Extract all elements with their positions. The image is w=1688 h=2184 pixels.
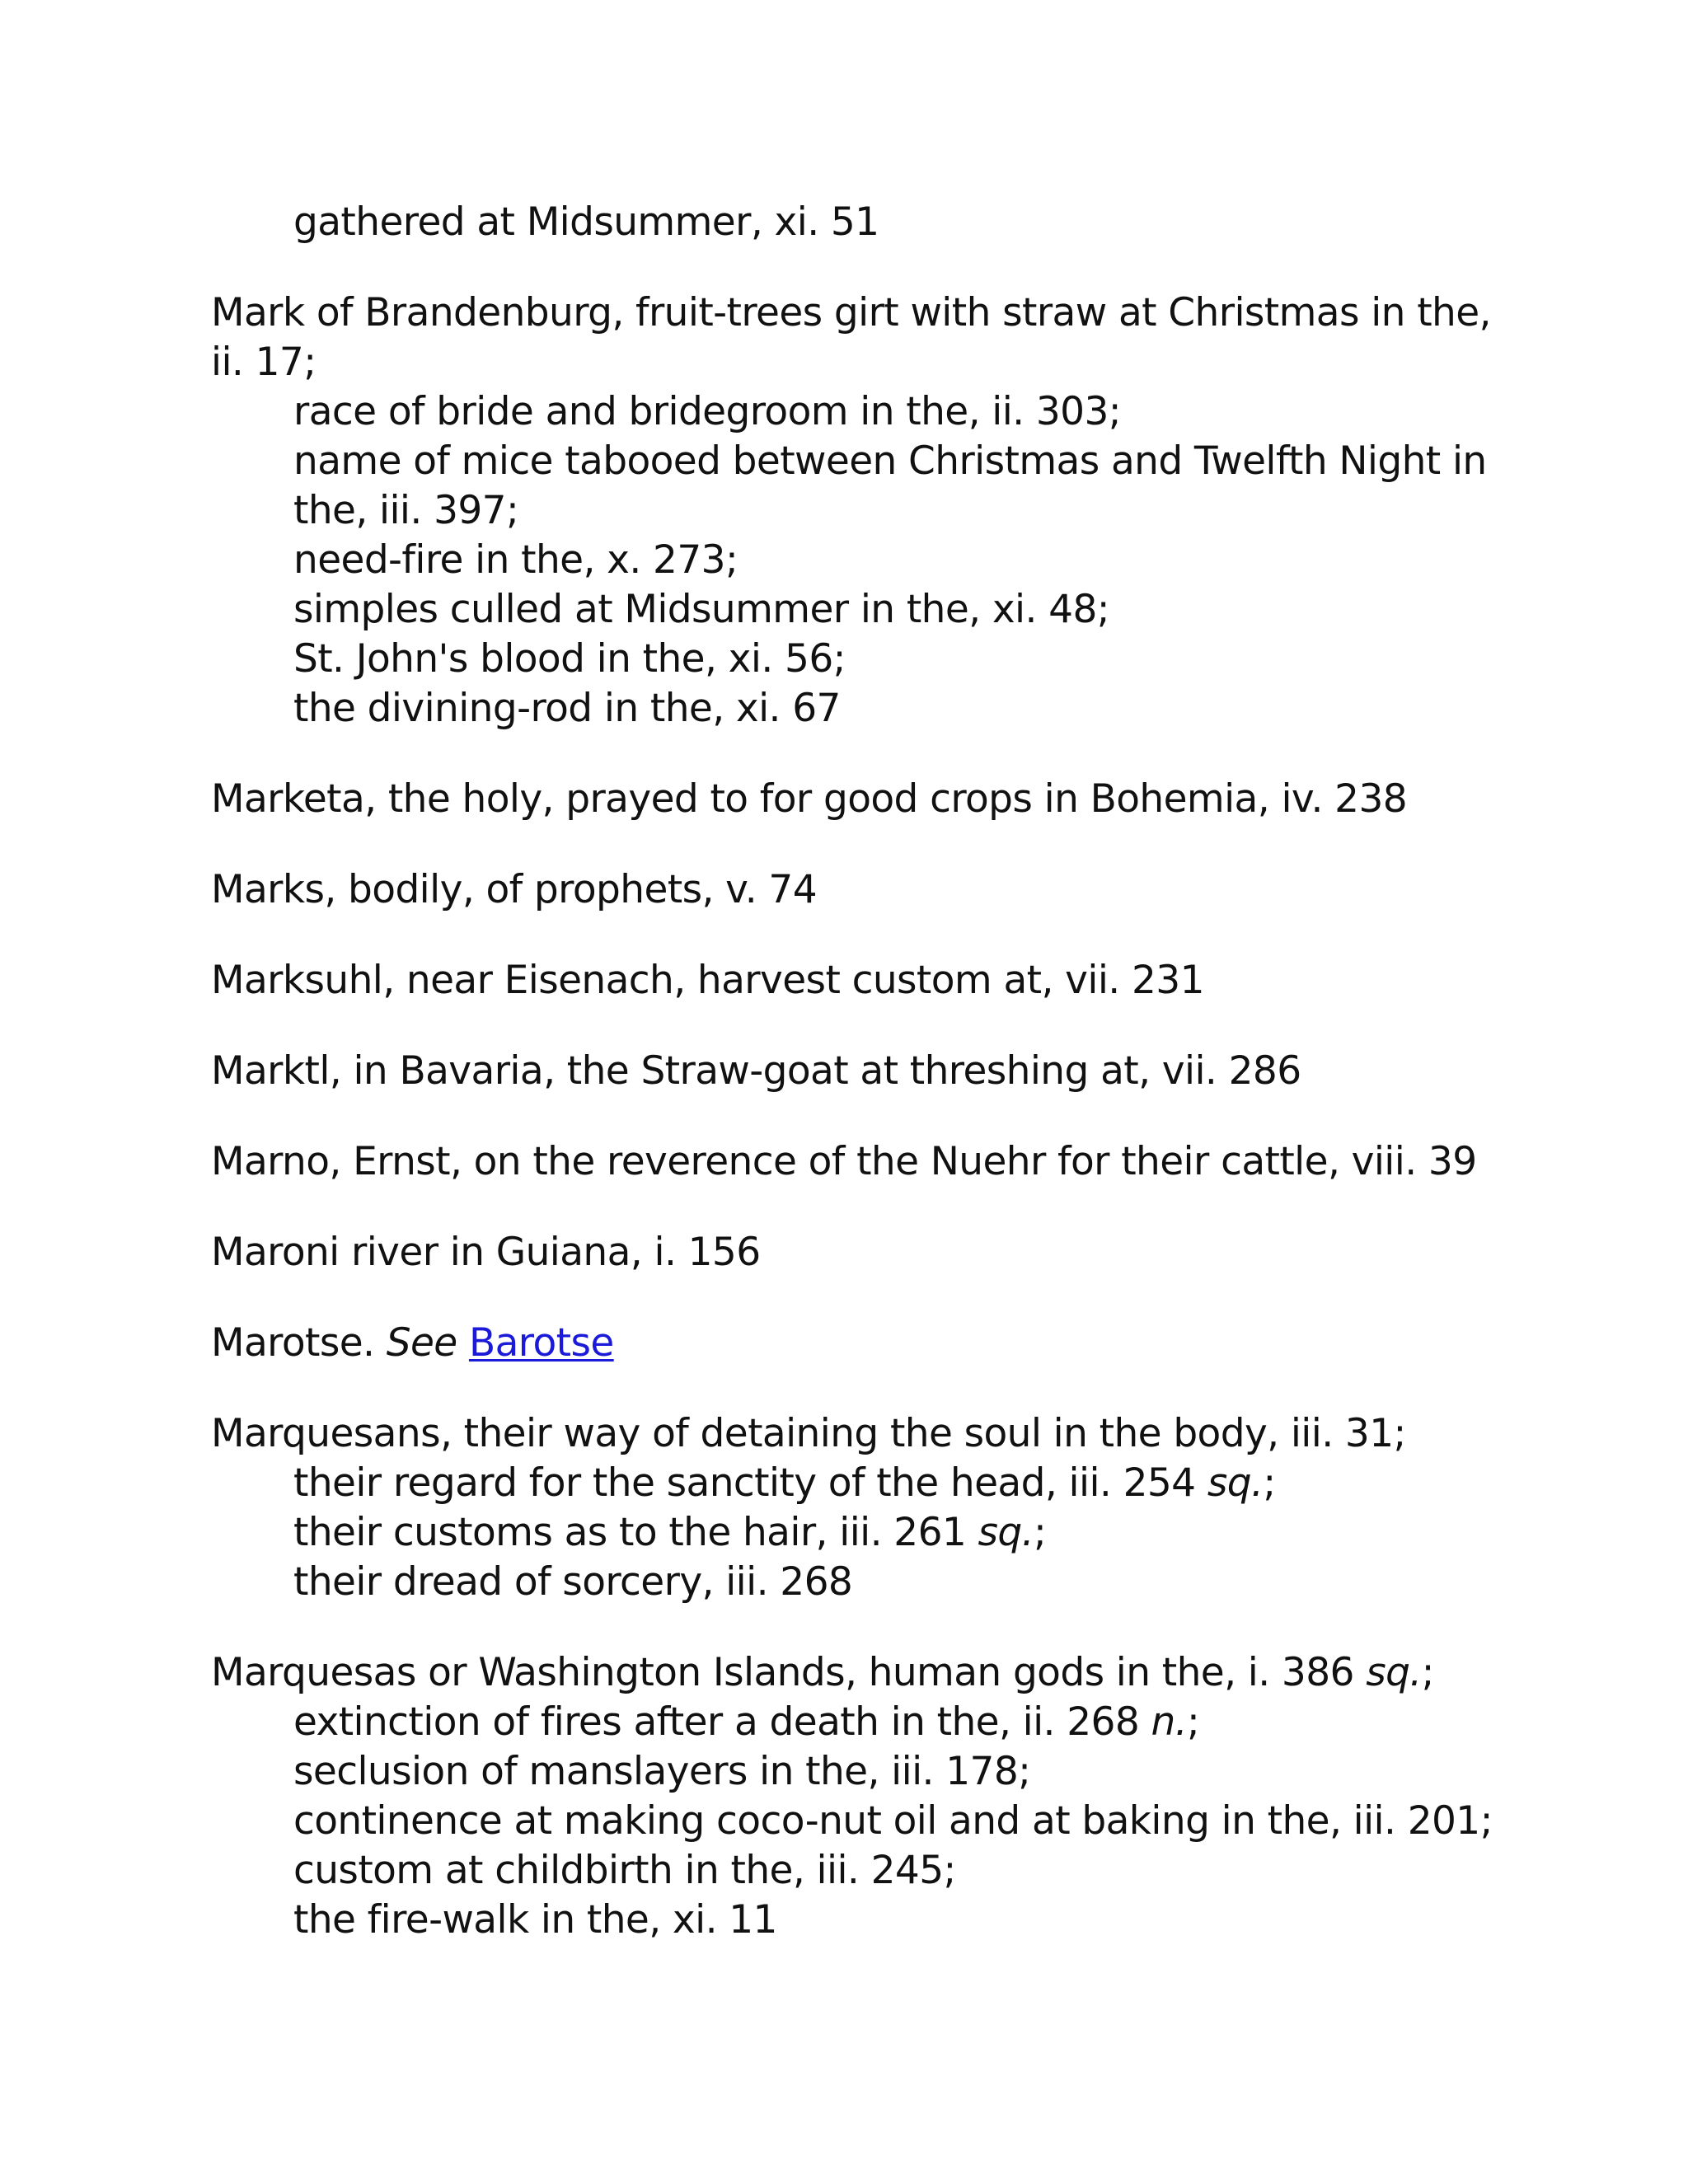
index-subentry xyxy=(211,1558,1497,1607)
subentry-italic: sq. xyxy=(1207,1460,1264,1506)
index-heading xyxy=(211,1409,1497,1459)
heading-text: Mark of Brandenburg, fruit-trees girt with straw at Christmas in the, ii. 17; xyxy=(211,290,1491,385)
subentry-punct: ; xyxy=(1263,1460,1276,1506)
index-subentry xyxy=(211,1846,1497,1896)
heading-text: Marquesas or Washington Islands, human gods in the, i. 386 xyxy=(211,1650,1354,1695)
index-subentry xyxy=(211,684,1497,733)
heading-text: Maroni river in Guiana, i. 156 xyxy=(211,1230,761,1275)
heading-text: Marotse. xyxy=(211,1320,375,1366)
subentry-punct: ; xyxy=(1187,1699,1200,1745)
subentry-italic: n. xyxy=(1151,1699,1188,1745)
heading-text: Marquesans, their way of detaining the soul in the body, iii. 31; xyxy=(211,1411,1406,1456)
index-subentry xyxy=(211,536,1497,585)
heading-italic: sq. xyxy=(1366,1650,1422,1695)
index-entry-marketa xyxy=(211,775,1497,824)
subentry-text: St. John's blood in the, xi. 56; xyxy=(293,636,846,682)
subentry-italic: sq. xyxy=(978,1510,1034,1555)
see-label: See xyxy=(386,1320,457,1366)
heading-text: Marketa, the holy, prayed to for good crops in Bohemia, iv. 238 xyxy=(211,776,1408,822)
index-subentry xyxy=(211,585,1497,635)
index-heading xyxy=(211,775,1497,824)
subentry-text: continence at making coco-nut oil and at baking in the, iii. 201; xyxy=(293,1798,1493,1844)
index-heading xyxy=(211,288,1497,387)
subentry-text: name of mice tabooed between Christmas and Twelfth Night in the, iii. 397; xyxy=(293,438,1487,533)
index-subentry xyxy=(211,1797,1497,1846)
subentry-text: their regard for the sanctity of the head, iii. 254 xyxy=(293,1460,1196,1506)
index-heading xyxy=(211,1228,1497,1277)
subentry-punct: ; xyxy=(1034,1510,1047,1555)
heading-text: Marktl, in Bavaria, the Straw-goat at threshing at, vii. 286 xyxy=(211,1048,1301,1094)
index-entry-marno xyxy=(211,1137,1497,1187)
index-subentry xyxy=(211,387,1497,437)
index-subentry xyxy=(211,437,1497,536)
index-entry-marks xyxy=(211,865,1497,915)
heading-text: Marno, Ernst, on the reverence of the Nuehr for their cattle, viii. 39 xyxy=(211,1139,1477,1184)
index-subentry xyxy=(211,1459,1497,1508)
index-entry-marquesas xyxy=(211,1648,1497,1945)
index-subentry xyxy=(211,635,1497,684)
index-entry-marktl xyxy=(211,1047,1497,1096)
heading-punct: ; xyxy=(1421,1650,1434,1695)
cross-reference-link-barotse[interactable]: Barotse xyxy=(468,1320,614,1366)
subentry-text: their customs as to the hair, iii. 261 xyxy=(293,1510,967,1555)
heading-text: Marksuhl, near Eisenach, harvest custom at, vii. 231 xyxy=(211,958,1204,1003)
index-entry xyxy=(211,198,1497,247)
index-entry-marquesans xyxy=(211,1409,1497,1607)
index-heading xyxy=(211,1319,1497,1368)
index-heading xyxy=(211,1648,1497,1698)
subentry-text: gathered at Midsummer, xi. 51 xyxy=(293,199,879,245)
index-subentry xyxy=(211,1508,1497,1558)
index-subentry xyxy=(211,1698,1497,1747)
subentry-text: seclusion of manslayers in the, iii. 178; xyxy=(293,1749,1031,1794)
subentry-text: extinction of fires after a death in the, ii. 268 xyxy=(293,1699,1140,1745)
subentry-text: the divining-rod in the, xi. 67 xyxy=(293,686,841,731)
subentry-text: need-fire in the, x. 273; xyxy=(293,537,738,583)
subentry-text: custom at childbirth in the, iii. 245; xyxy=(293,1848,956,1893)
index-heading xyxy=(211,956,1497,1005)
index-heading xyxy=(211,1137,1497,1187)
index-heading xyxy=(211,1047,1497,1096)
index-page xyxy=(211,198,1497,1986)
subentry-text: simples culled at Midsummer in the, xi. 48; xyxy=(293,587,1110,632)
index-subentry xyxy=(211,1747,1497,1797)
index-entry-mark-of-brandenburg xyxy=(211,288,1497,733)
index-entry-marksuhl xyxy=(211,956,1497,1005)
index-heading xyxy=(211,865,1497,915)
index-subentry xyxy=(211,1896,1497,1945)
index-entry-maroni xyxy=(211,1228,1497,1277)
index-entry-marotse xyxy=(211,1319,1497,1368)
heading-text: Marks, bodily, of prophets, v. 74 xyxy=(211,867,818,912)
subentry-text: race of bride and bridegroom in the, ii. 303; xyxy=(293,389,1121,434)
index-subentry xyxy=(211,198,1497,247)
subentry-text: their dread of sorcery, iii. 268 xyxy=(293,1559,853,1605)
subentry-text: the fire-walk in the, xi. 11 xyxy=(293,1897,777,1943)
